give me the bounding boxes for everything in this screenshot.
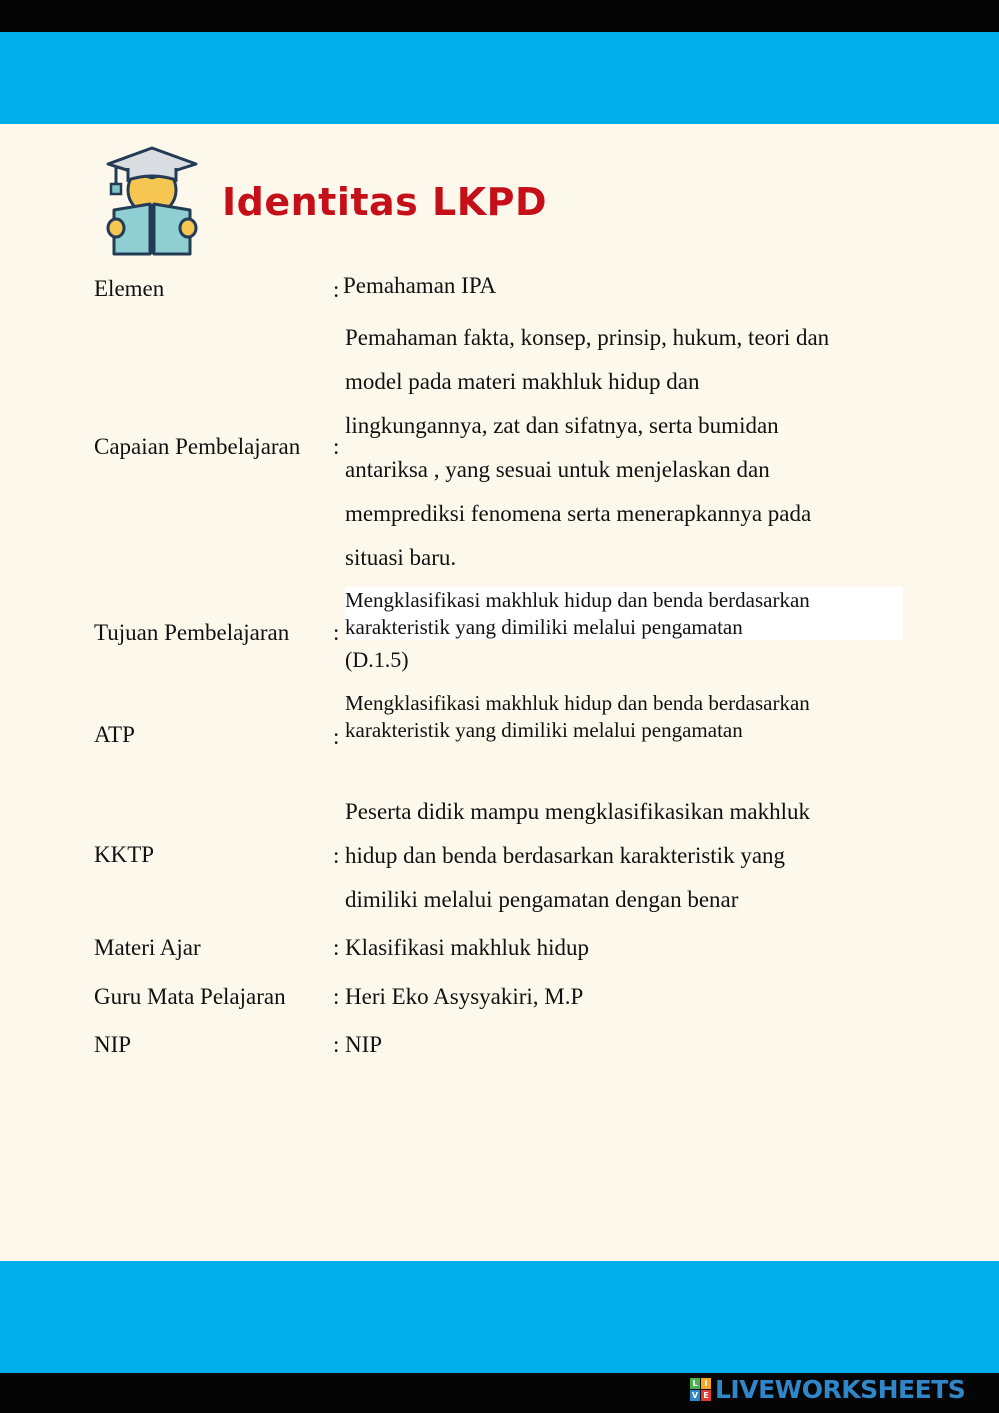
- guru-label: Guru Mata Pelajaran: [94, 984, 286, 1009]
- capaian-line: Pemahaman fakta, konsep, prinsip, hukum, teori dan: [345, 325, 830, 350]
- atp-text: [345, 690, 903, 744]
- atp-label: ATP: [94, 722, 135, 747]
- logo-letter: L: [690, 1378, 700, 1389]
- guru-colon: :: [333, 984, 340, 1009]
- top-black-band: [0, 0, 999, 32]
- student-reading-icon: [104, 146, 200, 258]
- atp-colon: :: [333, 724, 340, 749]
- kktp-line: hidup dan benda berdasarkan karakteristik yang: [345, 843, 786, 868]
- tujuan-label: Tujuan Pembelajaran: [94, 620, 290, 645]
- capaian-label: Capaian Pembelajaran: [94, 434, 301, 459]
- tujuan-text: [345, 587, 903, 640]
- materi-label: Materi Ajar: [94, 935, 201, 960]
- atp-line: Mengklasifikasi makhluk hidup dan benda berdasarkan: [345, 691, 810, 715]
- capaian-line: memprediksi fenomena serta menerapkannya pada: [345, 501, 812, 526]
- kktp-colon: :: [333, 843, 340, 868]
- tujuan-colon: :: [333, 620, 340, 645]
- capaian-colon: :: [333, 434, 340, 459]
- kktp-text: [345, 790, 905, 922]
- nip-value: NIP: [345, 1032, 383, 1057]
- elemen-value: Pemahaman IPA: [343, 273, 497, 298]
- kktp-line: dimiliki melalui pengamatan dengan benar: [345, 887, 739, 912]
- materi-value: Klasifikasi makhluk hidup: [345, 935, 590, 960]
- tujuan-line: Mengklasifikasi makhluk hidup dan benda berdasarkan: [345, 588, 810, 612]
- kktp-label: KKTP: [94, 842, 155, 867]
- nip-label: NIP: [94, 1032, 132, 1057]
- capaian-line: lingkungannya, zat dan sifatnya, serta bumidan: [345, 413, 779, 438]
- capaian-text: [345, 316, 905, 580]
- page-title: Identitas LKPD: [222, 180, 548, 224]
- tujuan-code: (D.1.5): [345, 647, 409, 672]
- nip-colon: :: [333, 1032, 340, 1057]
- capaian-line: model pada materi makhluk hidup dan: [345, 369, 700, 394]
- logo-letter: V: [691, 1390, 699, 1400]
- atp-line: karakteristik yang dimiliki melalui pengamatan: [345, 718, 743, 742]
- guru-value: Heri Eko Asysyakiri, M.P: [345, 984, 584, 1009]
- top-blue-band: [0, 32, 999, 124]
- bottom-blue-band: [0, 1261, 999, 1373]
- elemen-colon: :: [333, 277, 340, 302]
- logo-letter: I: [701, 1378, 711, 1389]
- tujuan-line: karakteristik yang dimiliki melalui pengamatan: [345, 615, 743, 639]
- logo-letter: E: [701, 1390, 711, 1401]
- liveworksheets-text: LIVEWORKSHEETS: [715, 1374, 966, 1404]
- capaian-line: antariksa , yang sesuai untuk menjelaskan dan: [345, 457, 770, 482]
- kktp-line: Peserta didik mampu mengklasifikasikan makhluk: [345, 799, 811, 824]
- capaian-line: situasi baru.: [345, 545, 457, 570]
- materi-colon: :: [333, 935, 340, 960]
- elemen-label: Elemen: [94, 276, 165, 301]
- liveworksheets-brand[interactable]: [690, 1376, 965, 1402]
- liveworksheets-logo-icon: [690, 1378, 711, 1401]
